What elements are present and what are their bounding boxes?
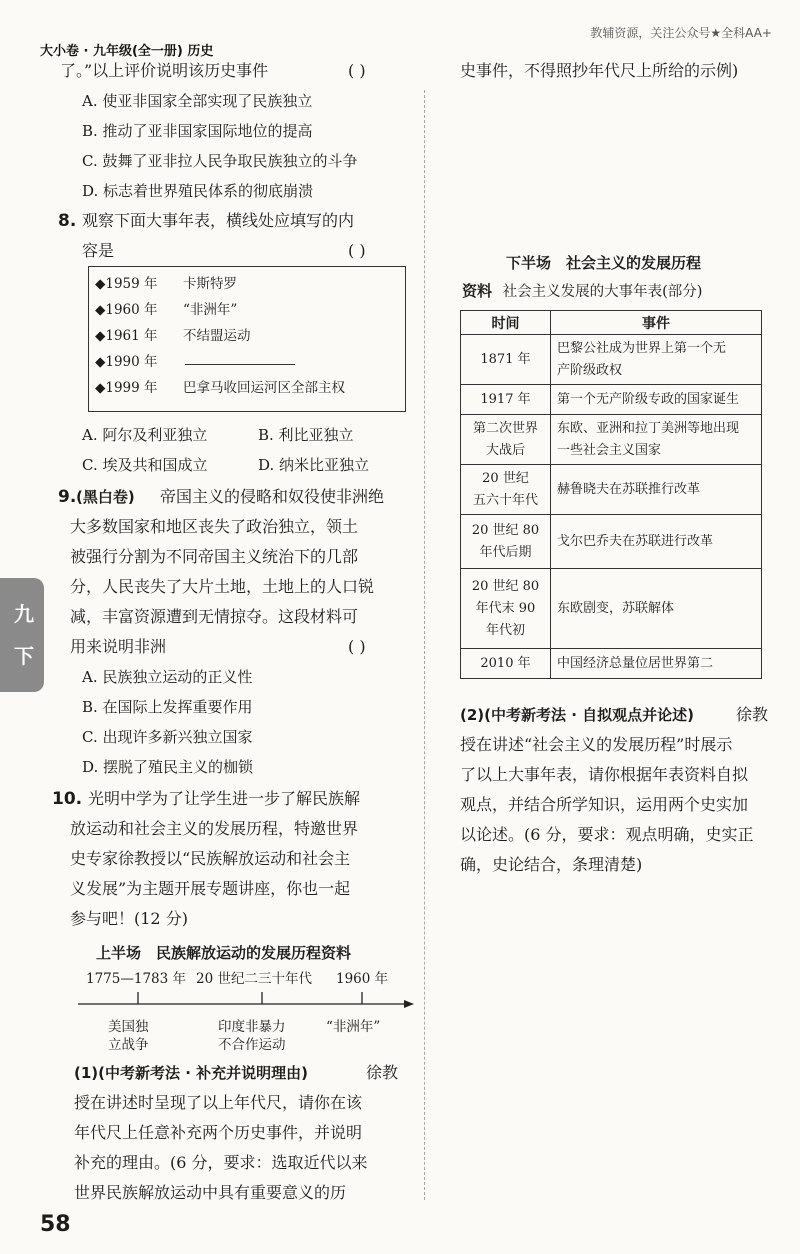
grade-side-tab — [0, 578, 44, 692]
page-number: 58 — [40, 1212, 71, 1237]
table-row — [461, 569, 762, 649]
q8-stem-line-2: 容是 — [82, 241, 115, 260]
q7-option-b: B. 推动了亚非国家国际地位的提高 — [82, 122, 313, 140]
axis-event-3: “非洲年” — [326, 1019, 381, 1035]
q9-stem-line-2: 大多数国家和地区丧失了政治独立，领土 — [70, 517, 359, 536]
sub1-line-5: 世界民族解放运动中具有重要意义的历 — [74, 1183, 347, 1202]
q10-stem-line-4: 义发展”为主题开展专题讲座，你也一起 — [70, 879, 351, 898]
axis-event-1: 美国独 立战争 — [108, 1019, 149, 1053]
sub2-line-4: 观点，并结合所学知识，运用两个史实加 — [460, 795, 749, 814]
q8-option-d: D. 纳米比亚独立 — [258, 456, 370, 474]
q9-stem-line-3: 被强行分割为不同帝国主义统治下的几部 — [70, 547, 359, 566]
table-row — [461, 415, 762, 465]
fill-in-blank[interactable] — [185, 349, 295, 365]
q9-option-d: D. 摆脱了殖民主义的枷锁 — [82, 758, 254, 776]
q7-option-d: D. 标志着世界殖民体系的彻底崩溃 — [82, 182, 314, 200]
q9-option-b: B. 在国际上发挥重要作用 — [82, 698, 253, 716]
table-row — [461, 385, 762, 415]
q9-stem-line-5: 减，丰富资源遭到无情掠夺。这段材料可 — [70, 607, 359, 626]
q9-stem-line-6: 用来说明非洲 — [70, 637, 167, 656]
q9-option-a: A. 民族独立运动的正义性 — [82, 668, 253, 686]
material-caption — [462, 280, 702, 303]
book-title: 大小卷 · 九年级(全一册) 历史 — [40, 44, 214, 59]
cell-event: 赫鲁晓夫在苏联推行改革 — [551, 465, 762, 515]
q10-stem-line-3: 史专家徐教授以“民族解放运动和社会主 — [70, 849, 351, 868]
second-half-title: 下半场 社会主义的发展历程 — [506, 254, 702, 272]
q7-stem-end: 了。”以上评价说明该历史事件 — [60, 61, 269, 80]
cell-time: 1917 年 — [461, 385, 551, 415]
cell-time: 2010 年 — [461, 649, 551, 679]
q8-option-c: C. 埃及共和国成立 — [82, 456, 208, 474]
side-tab-char-2: 下 — [14, 644, 34, 668]
sub2-line-6: 确，史论结合，条理清楚) — [460, 855, 643, 874]
sub2-line-1: 徐教 — [736, 705, 769, 724]
axis-year-2: 20 世纪二三十年代 — [196, 971, 312, 987]
cell-time: 20 世纪 80 年代后期 — [461, 515, 551, 569]
q7-answer-paren: ( ) — [348, 61, 366, 80]
q9-answer-paren: ( ) — [348, 637, 366, 656]
q7-option-a: A. 使亚非国家全部实现了民族独立 — [82, 92, 313, 110]
timeline-row: ◆1961 年 不结盟运动 — [95, 328, 251, 344]
material-label: 资料 — [462, 282, 493, 300]
cell-time: 1871 年 — [461, 335, 551, 385]
q9-stem-line-1: 帝国主义的侵略和奴役使非洲绝 — [160, 487, 385, 506]
q10-number: 10. — [52, 789, 83, 809]
sub1-line-1: 徐教 — [366, 1063, 399, 1082]
side-tab-char-1: 九 — [14, 602, 34, 626]
sub2-tag: (2)(中考新考法 · 自拟观点并论述) — [460, 706, 695, 724]
axis-event-2: 印度非暴力 不合作运动 — [218, 1019, 286, 1053]
cell-event: 第一个无产阶级专政的国家诞生 — [551, 385, 762, 415]
q10-stem-line-5: 参与吧！(12 分) — [70, 909, 188, 928]
cell-event: 东欧、亚洲和拉丁美洲等地出现 一些社会主义国家 — [551, 415, 762, 465]
q10-stem-line-1: 光明中学为了让学生进一步了解民族解 — [88, 789, 361, 808]
table-row — [461, 335, 762, 385]
watermark-text: 教辅资源，关注公众号★全科AA+ — [590, 26, 772, 40]
q8-option-b: B. 利比亚独立 — [258, 426, 354, 444]
sub2-line-3: 了以上大事年表，请你根据年表资料自拟 — [460, 765, 749, 784]
q10-stem-line-2: 放运动和社会主义的发展历程，特邀世界 — [70, 819, 359, 838]
first-half-title: 上半场 民族解放运动的发展历程资料 — [96, 944, 352, 962]
q8-answer-paren: ( ) — [348, 241, 366, 260]
material-title: 社会主义发展的大事年表(部分) — [502, 284, 703, 300]
sub1-line-2: 授在讲述时呈现了以上年代尺，请你在该 — [74, 1093, 363, 1112]
cell-event: 中国经济总量位居世界第二 — [551, 649, 762, 679]
sub1-continuation: 史事件，不得照抄年代尺上所给的示例) — [460, 61, 739, 80]
sub1-line-4: 补充的理由。(6 分，要求：选取近代以来 — [74, 1153, 368, 1172]
events-table — [460, 310, 762, 679]
timeline-row: ◆1959 年 卡斯特罗 — [95, 276, 237, 292]
timeline-axis — [76, 990, 416, 1016]
table-row — [461, 465, 762, 515]
q8-number: 8. — [58, 211, 77, 231]
axis-arrow-icon — [404, 1000, 414, 1008]
sub2-line-5: 以论述。(6 分，要求：观点明确，史实正 — [460, 825, 754, 844]
table-header-row — [461, 311, 762, 335]
cell-event: 东欧剧变，苏联解体 — [551, 569, 762, 649]
table-row — [461, 515, 762, 569]
axis-year-3: 1960 年 — [336, 971, 389, 987]
cell-time: 20 世纪 80 年代末 90 年代初 — [461, 569, 551, 649]
cell-time: 第二次世界 大战后 — [461, 415, 551, 465]
q7-option-c: C. 鼓舞了亚非拉人民争取民族独立的斗争 — [82, 152, 358, 170]
sub1-line-3: 年代尺上任意补充两个历史事件，并说明 — [74, 1123, 363, 1142]
header-event: 事件 — [551, 311, 762, 335]
cell-time: 20 世纪 五六十年代 — [461, 465, 551, 515]
cell-event: 巴黎公社成为世界上第一个无 产阶级政权 — [551, 335, 762, 385]
q8-stem-line-1: 观察下面大事年表，横线处应填写的内 — [82, 211, 355, 230]
timeline-row-blank: ◆1990 年 — [95, 349, 399, 375]
column-divider — [424, 90, 425, 1200]
cell-event: 戈尔巴乔夫在苏联进行改革 — [551, 515, 762, 569]
q9-source-tag: (黑白卷) — [76, 488, 135, 506]
q9-number: 9. — [58, 487, 77, 507]
q8-timeline-box — [88, 266, 406, 412]
header-time: 时间 — [461, 311, 551, 335]
q8-option-a: A. 阿尔及利亚独立 — [82, 426, 208, 444]
axis-year-1: 1775—1783 年 — [86, 971, 187, 987]
timeline-row: ◆1960 年 “非洲年” — [95, 302, 238, 318]
q9-stem-line-4: 分，人民丧失了大片土地，土地上的人口锐 — [70, 577, 375, 596]
sub2-line-2: 授在讲述“社会主义的发展历程”时展示 — [460, 735, 733, 754]
sub1-tag: (1)(中考新考法 · 补充并说明理由) — [74, 1064, 309, 1082]
table-row — [461, 649, 762, 679]
q9-option-c: C. 出现许多新兴独立国家 — [82, 728, 253, 746]
timeline-row: ◆1999 年 巴拿马收回运河区全部主权 — [95, 380, 345, 396]
